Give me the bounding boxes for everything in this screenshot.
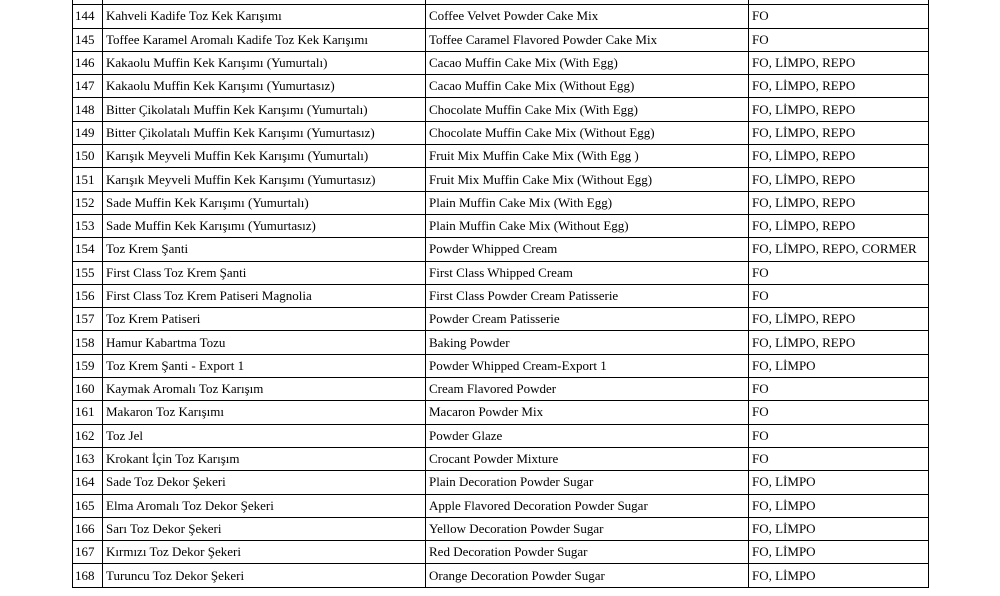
row-number-cell: 149 xyxy=(73,121,103,144)
distributor-cell: FO, LİMPO, REPO xyxy=(749,214,929,237)
english-name-cell: Baking Powder xyxy=(426,331,749,354)
distributor-cell: FO, LİMPO, REPO xyxy=(749,168,929,191)
table-row xyxy=(73,331,929,354)
table-row xyxy=(73,447,929,470)
row-number-cell: 155 xyxy=(73,261,103,284)
english-name-cell: Apple Flavored Decoration Powder Sugar xyxy=(426,494,749,517)
table-row xyxy=(73,261,929,284)
table-row xyxy=(73,214,929,237)
english-name-cell: Cacao Muffin Cake Mix (With Egg) xyxy=(426,51,749,74)
turkish-name-cell: Hamur Kabartma Tozu xyxy=(103,331,426,354)
english-name-cell: Crocant Powder Mixture xyxy=(426,447,749,470)
turkish-name-cell: Bitter Çikolatalı Muffin Kek Karışımı (Yumurtalı) xyxy=(103,98,426,121)
table-row xyxy=(73,98,929,121)
row-number-cell: 164 xyxy=(73,471,103,494)
row-number-cell: 152 xyxy=(73,191,103,214)
distributor-cell: FO xyxy=(749,284,929,307)
turkish-name-cell: Kakaolu Muffin Kek Karışımı (Yumurtalı) xyxy=(103,51,426,74)
turkish-name-cell: Elma Aromalı Toz Dekor Şekeri xyxy=(103,494,426,517)
row-number-cell: 154 xyxy=(73,238,103,261)
table-row xyxy=(73,191,929,214)
table-row xyxy=(73,238,929,261)
english-name-cell: Plain Decoration Powder Sugar xyxy=(426,471,749,494)
distributor-cell: FO, LİMPO, REPO xyxy=(749,75,929,98)
distributor-cell: FO, LİMPO xyxy=(749,494,929,517)
turkish-name-cell: Sade Muffin Kek Karışımı (Yumurtalı) xyxy=(103,191,426,214)
table-row xyxy=(73,494,929,517)
product-table xyxy=(72,0,929,588)
row-number-cell: 167 xyxy=(73,541,103,564)
table-row xyxy=(73,401,929,424)
row-number-cell: 153 xyxy=(73,214,103,237)
distributor-cell: FO, LİMPO, REPO xyxy=(749,98,929,121)
row-number-cell: 145 xyxy=(73,28,103,51)
distributor-cell: FO xyxy=(749,261,929,284)
table-row xyxy=(73,564,929,587)
distributor-cell: FO xyxy=(749,378,929,401)
turkish-name-cell: Kaymak Aromalı Toz Karışım xyxy=(103,378,426,401)
row-number-cell: 148 xyxy=(73,98,103,121)
row-number-cell: 159 xyxy=(73,354,103,377)
turkish-name-cell: First Class Toz Krem Şanti xyxy=(103,261,426,284)
turkish-name-cell: Makaron Toz Karışımı xyxy=(103,401,426,424)
turkish-name-cell: First Class Toz Krem Patiseri Magnolia xyxy=(103,284,426,307)
table-row xyxy=(73,28,929,51)
distributor-cell: FO, LİMPO xyxy=(749,541,929,564)
table-row xyxy=(73,51,929,74)
turkish-name-cell: Krokant İçin Toz Karışım xyxy=(103,447,426,470)
table-row xyxy=(73,378,929,401)
english-name-cell: Chocolate Muffin Cake Mix (Without Egg) xyxy=(426,121,749,144)
row-number-cell: 147 xyxy=(73,75,103,98)
table-row xyxy=(73,5,929,28)
turkish-name-cell: Toz Krem Şanti xyxy=(103,238,426,261)
distributor-cell: FO, LİMPO xyxy=(749,517,929,540)
row-number-cell: 150 xyxy=(73,145,103,168)
english-name-cell: Yellow Decoration Powder Sugar xyxy=(426,517,749,540)
row-number-cell: 156 xyxy=(73,284,103,307)
english-name-cell: Toffee Caramel Flavored Powder Cake Mix xyxy=(426,28,749,51)
row-number-cell: 161 xyxy=(73,401,103,424)
distributor-cell: FO, LİMPO, REPO xyxy=(749,121,929,144)
table-row xyxy=(73,471,929,494)
turkish-name-cell: Bitter Çikolatalı Muffin Kek Karışımı (Yumurtasız) xyxy=(103,121,426,144)
turkish-name-cell: Turuncu Toz Dekor Şekeri xyxy=(103,564,426,587)
turkish-name-cell: Karışık Meyveli Muffin Kek Karışımı (Yumurtasız) xyxy=(103,168,426,191)
turkish-name-cell: Sade Toz Dekor Şekeri xyxy=(103,471,426,494)
turkish-name-cell: Sarı Toz Dekor Şekeri xyxy=(103,517,426,540)
row-number-cell: 157 xyxy=(73,308,103,331)
english-name-cell: Cacao Muffin Cake Mix (Without Egg) xyxy=(426,75,749,98)
product-list-sheet xyxy=(72,0,928,588)
distributor-cell: FO, LİMPO xyxy=(749,471,929,494)
row-number-cell: 166 xyxy=(73,517,103,540)
english-name-cell: First Class Whipped Cream xyxy=(426,261,749,284)
english-name-cell: Plain Muffin Cake Mix (With Egg) xyxy=(426,191,749,214)
english-name-cell: Chocolate Muffin Cake Mix (With Egg) xyxy=(426,98,749,121)
turkish-name-cell: Kakaolu Muffin Kek Karışımı (Yumurtasız) xyxy=(103,75,426,98)
turkish-name-cell: Karışık Meyveli Muffin Kek Karışımı (Yumurtalı) xyxy=(103,145,426,168)
english-name-cell: Plain Muffin Cake Mix (Without Egg) xyxy=(426,214,749,237)
distributor-cell: FO, LİMPO, REPO xyxy=(749,145,929,168)
product-table-body xyxy=(73,0,929,587)
turkish-name-cell: Toz Krem Patiseri xyxy=(103,308,426,331)
turkish-name-cell: Toz Jel xyxy=(103,424,426,447)
row-number-cell: 151 xyxy=(73,168,103,191)
english-name-cell: Fruit Mix Muffin Cake Mix (With Egg ) xyxy=(426,145,749,168)
english-name-cell: Powder Glaze xyxy=(426,424,749,447)
english-name-cell: Red Decoration Powder Sugar xyxy=(426,541,749,564)
distributor-cell: FO, LİMPO xyxy=(749,564,929,587)
turkish-name-cell: Toffee Karamel Aromalı Kadife Toz Kek Karışımı xyxy=(103,28,426,51)
row-number-cell: 165 xyxy=(73,494,103,517)
table-row xyxy=(73,145,929,168)
distributor-cell: FO, LİMPO, REPO xyxy=(749,331,929,354)
turkish-name-cell: Kırmızı Toz Dekor Şekeri xyxy=(103,541,426,564)
english-name-cell: Fruit Mix Muffin Cake Mix (Without Egg) xyxy=(426,168,749,191)
distributor-cell: FO, LİMPO xyxy=(749,354,929,377)
table-row xyxy=(73,284,929,307)
turkish-name-cell: Toz Krem Şanti - Export 1 xyxy=(103,354,426,377)
row-number-cell: 162 xyxy=(73,424,103,447)
english-name-cell: Coffee Velvet Powder Cake Mix xyxy=(426,5,749,28)
english-name-cell: Powder Cream Patisserie xyxy=(426,308,749,331)
english-name-cell: Powder Whipped Cream-Export 1 xyxy=(426,354,749,377)
row-number-cell: 160 xyxy=(73,378,103,401)
turkish-name-cell: Sade Muffin Kek Karışımı (Yumurtasız) xyxy=(103,214,426,237)
distributor-cell: FO xyxy=(749,28,929,51)
distributor-cell: FO, LİMPO, REPO xyxy=(749,308,929,331)
english-name-cell: Cream Flavored Powder xyxy=(426,378,749,401)
distributor-cell: FO xyxy=(749,5,929,28)
table-row xyxy=(73,308,929,331)
distributor-cell: FO xyxy=(749,424,929,447)
row-number-cell: 146 xyxy=(73,51,103,74)
row-number-cell: 144 xyxy=(73,5,103,28)
english-name-cell: Powder Whipped Cream xyxy=(426,238,749,261)
distributor-cell: FO xyxy=(749,447,929,470)
table-row xyxy=(73,168,929,191)
distributor-cell: FO, LİMPO, REPO xyxy=(749,51,929,74)
table-row xyxy=(73,121,929,144)
distributor-cell: FO, LİMPO, REPO, CORMER xyxy=(749,238,929,261)
table-row xyxy=(73,541,929,564)
table-row xyxy=(73,75,929,98)
turkish-name-cell: Kahveli Kadife Toz Kek Karışımı xyxy=(103,5,426,28)
distributor-cell: FO xyxy=(749,401,929,424)
row-number-cell: 163 xyxy=(73,447,103,470)
english-name-cell: First Class Powder Cream Patisserie xyxy=(426,284,749,307)
table-row xyxy=(73,424,929,447)
english-name-cell: Orange Decoration Powder Sugar xyxy=(426,564,749,587)
table-row xyxy=(73,517,929,540)
row-number-cell: 168 xyxy=(73,564,103,587)
row-number-cell: 158 xyxy=(73,331,103,354)
english-name-cell: Macaron Powder Mix xyxy=(426,401,749,424)
table-row xyxy=(73,354,929,377)
distributor-cell: FO, LİMPO, REPO xyxy=(749,191,929,214)
